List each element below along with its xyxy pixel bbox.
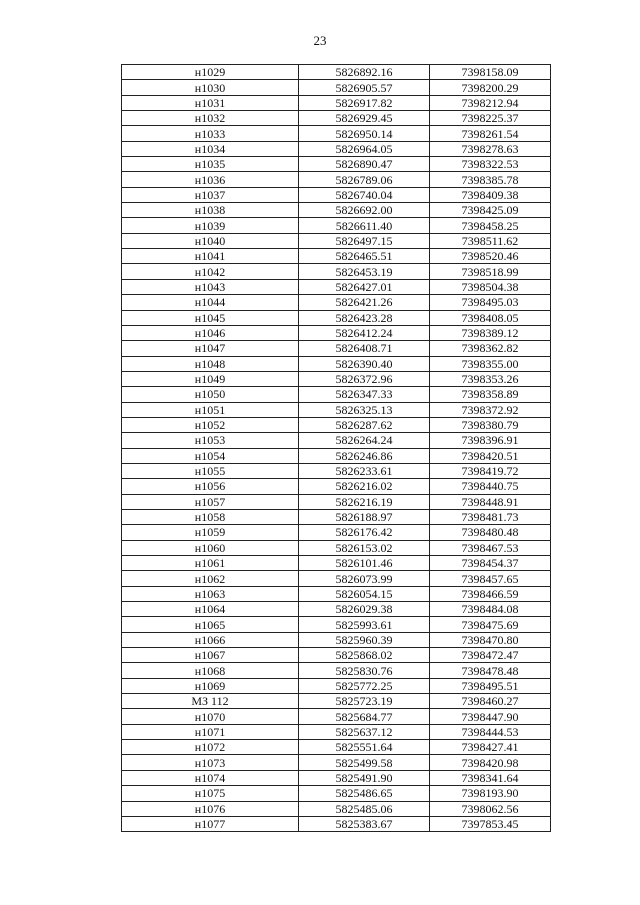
- point-id-cell: н1074: [122, 770, 299, 785]
- y-coordinate-cell: 7398466.59: [430, 586, 551, 601]
- table-row: [122, 678, 551, 693]
- point-id-cell: н1035: [122, 157, 299, 172]
- point-id-cell: н1040: [122, 233, 299, 248]
- table-row: [122, 556, 551, 571]
- y-coordinate-cell: 7398322.53: [430, 157, 551, 172]
- table-row: [122, 310, 551, 325]
- point-id-cell: н1066: [122, 632, 299, 647]
- x-coordinate-cell: 5826890.47: [299, 157, 430, 172]
- y-coordinate-cell: 7398341.64: [430, 770, 551, 785]
- point-id-cell: н1075: [122, 786, 299, 801]
- x-coordinate-cell: 5826372.96: [299, 371, 430, 386]
- x-coordinate-cell: 5825499.58: [299, 755, 430, 770]
- table-row: [122, 341, 551, 356]
- y-coordinate-cell: 7398420.98: [430, 755, 551, 770]
- y-coordinate-cell: 7398408.05: [430, 310, 551, 325]
- point-id-cell: н1048: [122, 356, 299, 371]
- table-row: [122, 95, 551, 110]
- x-coordinate-cell: 5825830.76: [299, 663, 430, 678]
- x-coordinate-cell: 5826423.28: [299, 310, 430, 325]
- y-coordinate-cell: 7398481.73: [430, 509, 551, 524]
- table-row: [122, 540, 551, 555]
- y-coordinate-cell: 7398495.03: [430, 295, 551, 310]
- x-coordinate-cell: 5826246.86: [299, 448, 430, 463]
- x-coordinate-cell: 5825993.61: [299, 617, 430, 632]
- table-row: [122, 417, 551, 432]
- y-coordinate-cell: 7398420.51: [430, 448, 551, 463]
- table-row: [122, 509, 551, 524]
- point-id-cell: н1029: [122, 65, 299, 80]
- x-coordinate-cell: 5826390.40: [299, 356, 430, 371]
- y-coordinate-cell: 7398458.25: [430, 218, 551, 233]
- x-coordinate-cell: 5825868.02: [299, 648, 430, 663]
- point-id-cell: н1059: [122, 525, 299, 540]
- x-coordinate-cell: 5825486.65: [299, 786, 430, 801]
- y-coordinate-cell: 7398484.08: [430, 602, 551, 617]
- table-row: [122, 172, 551, 187]
- y-coordinate-cell: 7398454.37: [430, 556, 551, 571]
- y-coordinate-cell: 7398440.75: [430, 479, 551, 494]
- point-id-cell: н1062: [122, 571, 299, 586]
- y-coordinate-cell: 7398353.26: [430, 371, 551, 386]
- table-row: [122, 740, 551, 755]
- table-row: [122, 463, 551, 478]
- point-id-cell: н1077: [122, 816, 299, 831]
- table-row: [122, 111, 551, 126]
- table-row: [122, 494, 551, 509]
- table-row: [122, 724, 551, 739]
- point-id-cell: н1044: [122, 295, 299, 310]
- x-coordinate-cell: 5826264.24: [299, 433, 430, 448]
- point-id-cell: н1047: [122, 341, 299, 356]
- point-id-cell: н1054: [122, 448, 299, 463]
- y-coordinate-cell: 7398380.79: [430, 417, 551, 432]
- page-number: 23: [313, 33, 327, 48]
- point-id-cell: н1052: [122, 417, 299, 432]
- y-coordinate-cell: 7398518.99: [430, 264, 551, 279]
- point-id-cell: н1038: [122, 203, 299, 218]
- x-coordinate-cell: 5825491.90: [299, 770, 430, 785]
- y-coordinate-cell: 7398447.90: [430, 709, 551, 724]
- x-coordinate-cell: 5826412.24: [299, 325, 430, 340]
- table-row: [122, 816, 551, 831]
- y-coordinate-cell: 7398495.51: [430, 678, 551, 693]
- y-coordinate-cell: 7398478.48: [430, 663, 551, 678]
- table-row: [122, 663, 551, 678]
- table-row: [122, 295, 551, 310]
- point-id-cell: н1064: [122, 602, 299, 617]
- x-coordinate-cell: 5826101.46: [299, 556, 430, 571]
- coordinates-table-body: [122, 65, 551, 832]
- table-row: [122, 770, 551, 785]
- y-coordinate-cell: 7397853.45: [430, 816, 551, 831]
- y-coordinate-cell: 7398504.38: [430, 279, 551, 294]
- point-id-cell: н1071: [122, 724, 299, 739]
- table-row: [122, 65, 551, 80]
- y-coordinate-cell: 7398460.27: [430, 694, 551, 709]
- x-coordinate-cell: 5825637.12: [299, 724, 430, 739]
- table-row: [122, 786, 551, 801]
- x-coordinate-cell: 5826347.33: [299, 387, 430, 402]
- x-coordinate-cell: 5826453.19: [299, 264, 430, 279]
- x-coordinate-cell: 5826216.02: [299, 479, 430, 494]
- x-coordinate-cell: 5826176.42: [299, 525, 430, 540]
- y-coordinate-cell: 7398480.48: [430, 525, 551, 540]
- table-row: [122, 157, 551, 172]
- table-row: [122, 279, 551, 294]
- table-row: [122, 632, 551, 647]
- table-row: [122, 402, 551, 417]
- y-coordinate-cell: 7398200.29: [430, 80, 551, 95]
- x-coordinate-cell: 5825960.39: [299, 632, 430, 647]
- point-id-cell: н1056: [122, 479, 299, 494]
- point-id-cell: н1032: [122, 111, 299, 126]
- table-row: [122, 433, 551, 448]
- table-row: [122, 694, 551, 709]
- table-row: [122, 709, 551, 724]
- x-coordinate-cell: 5826917.82: [299, 95, 430, 110]
- point-id-cell: н1042: [122, 264, 299, 279]
- table-row: [122, 264, 551, 279]
- point-id-cell: н1068: [122, 663, 299, 678]
- x-coordinate-cell: 5826216.19: [299, 494, 430, 509]
- coordinates-table: [121, 64, 551, 832]
- table-row: [122, 371, 551, 386]
- point-id-cell: н1031: [122, 95, 299, 110]
- point-id-cell: н1036: [122, 172, 299, 187]
- point-id-cell: н1041: [122, 249, 299, 264]
- table-row: [122, 233, 551, 248]
- table-row: [122, 479, 551, 494]
- point-id-cell: н1065: [122, 617, 299, 632]
- y-coordinate-cell: 7398193.90: [430, 786, 551, 801]
- y-coordinate-cell: 7398520.46: [430, 249, 551, 264]
- point-id-cell: н1069: [122, 678, 299, 693]
- y-coordinate-cell: 7398457.65: [430, 571, 551, 586]
- x-coordinate-cell: 5826188.97: [299, 509, 430, 524]
- point-id-cell: н1057: [122, 494, 299, 509]
- x-coordinate-cell: 5825723.19: [299, 694, 430, 709]
- y-coordinate-cell: 7398355.00: [430, 356, 551, 371]
- x-coordinate-cell: 5826073.99: [299, 571, 430, 586]
- table-row: [122, 203, 551, 218]
- point-id-cell: н1051: [122, 402, 299, 417]
- x-coordinate-cell: 5826740.04: [299, 187, 430, 202]
- table-row: [122, 586, 551, 601]
- y-coordinate-cell: 7398225.37: [430, 111, 551, 126]
- table-row: [122, 571, 551, 586]
- y-coordinate-cell: 7398409.38: [430, 187, 551, 202]
- y-coordinate-cell: 7398372.92: [430, 402, 551, 417]
- table-row: [122, 387, 551, 402]
- point-id-cell: н1067: [122, 648, 299, 663]
- x-coordinate-cell: 5826789.06: [299, 172, 430, 187]
- x-coordinate-cell: 5826905.57: [299, 80, 430, 95]
- point-id-cell: н1050: [122, 387, 299, 402]
- y-coordinate-cell: 7398362.82: [430, 341, 551, 356]
- x-coordinate-cell: 5825684.77: [299, 709, 430, 724]
- x-coordinate-cell: 5826029.38: [299, 602, 430, 617]
- y-coordinate-cell: 7398158.09: [430, 65, 551, 80]
- point-id-cell: н1058: [122, 509, 299, 524]
- x-coordinate-cell: 5826325.13: [299, 402, 430, 417]
- y-coordinate-cell: 7398396.91: [430, 433, 551, 448]
- table-row: [122, 617, 551, 632]
- point-id-cell: н1039: [122, 218, 299, 233]
- point-id-cell: н1060: [122, 540, 299, 555]
- x-coordinate-cell: 5826233.61: [299, 463, 430, 478]
- x-coordinate-cell: 5826929.45: [299, 111, 430, 126]
- y-coordinate-cell: 7398475.69: [430, 617, 551, 632]
- y-coordinate-cell: 7398278.63: [430, 141, 551, 156]
- x-coordinate-cell: 5826950.14: [299, 126, 430, 141]
- x-coordinate-cell: 5826287.62: [299, 417, 430, 432]
- x-coordinate-cell: 5826497.15: [299, 233, 430, 248]
- x-coordinate-cell: 5826153.02: [299, 540, 430, 555]
- table-row: [122, 187, 551, 202]
- point-id-cell: н1034: [122, 141, 299, 156]
- table-row: [122, 356, 551, 371]
- point-id-cell: н1053: [122, 433, 299, 448]
- y-coordinate-cell: 7398389.12: [430, 325, 551, 340]
- point-id-cell: н1045: [122, 310, 299, 325]
- y-coordinate-cell: 7398470.80: [430, 632, 551, 647]
- point-id-cell: н1063: [122, 586, 299, 601]
- x-coordinate-cell: 5826421.26: [299, 295, 430, 310]
- y-coordinate-cell: 7398425.09: [430, 203, 551, 218]
- point-id-cell: н1076: [122, 801, 299, 816]
- point-id-cell: н1073: [122, 755, 299, 770]
- point-id-cell: н1043: [122, 279, 299, 294]
- x-coordinate-cell: 5825485.06: [299, 801, 430, 816]
- y-coordinate-cell: 7398385.78: [430, 172, 551, 187]
- point-id-cell: н1061: [122, 556, 299, 571]
- y-coordinate-cell: 7398419.72: [430, 463, 551, 478]
- point-id-cell: МЗ 112: [122, 694, 299, 709]
- table-row: [122, 755, 551, 770]
- y-coordinate-cell: 7398511.62: [430, 233, 551, 248]
- y-coordinate-cell: 7398472.47: [430, 648, 551, 663]
- x-coordinate-cell: 5826611.40: [299, 218, 430, 233]
- x-coordinate-cell: 5826465.51: [299, 249, 430, 264]
- x-coordinate-cell: 5825772.25: [299, 678, 430, 693]
- x-coordinate-cell: 5826692.00: [299, 203, 430, 218]
- table-row: [122, 126, 551, 141]
- table-row: [122, 249, 551, 264]
- x-coordinate-cell: 5826054.15: [299, 586, 430, 601]
- y-coordinate-cell: 7398444.53: [430, 724, 551, 739]
- point-id-cell: н1037: [122, 187, 299, 202]
- table-row: [122, 325, 551, 340]
- point-id-cell: н1049: [122, 371, 299, 386]
- point-id-cell: н1046: [122, 325, 299, 340]
- table-row: [122, 648, 551, 663]
- x-coordinate-cell: 5826892.16: [299, 65, 430, 80]
- y-coordinate-cell: 7398358.89: [430, 387, 551, 402]
- point-id-cell: н1055: [122, 463, 299, 478]
- point-id-cell: н1033: [122, 126, 299, 141]
- table-row: [122, 602, 551, 617]
- y-coordinate-cell: 7398467.53: [430, 540, 551, 555]
- y-coordinate-cell: 7398448.91: [430, 494, 551, 509]
- x-coordinate-cell: 5825551.64: [299, 740, 430, 755]
- point-id-cell: н1070: [122, 709, 299, 724]
- table-row: [122, 801, 551, 816]
- y-coordinate-cell: 7398427.41: [430, 740, 551, 755]
- table-row: [122, 218, 551, 233]
- y-coordinate-cell: 7398062.56: [430, 801, 551, 816]
- x-coordinate-cell: 5826964.05: [299, 141, 430, 156]
- x-coordinate-cell: 5826427.01: [299, 279, 430, 294]
- y-coordinate-cell: 7398261.54: [430, 126, 551, 141]
- table-row: [122, 525, 551, 540]
- point-id-cell: н1030: [122, 80, 299, 95]
- table-row: [122, 80, 551, 95]
- table-row: [122, 448, 551, 463]
- x-coordinate-cell: 5826408.71: [299, 341, 430, 356]
- point-id-cell: н1072: [122, 740, 299, 755]
- x-coordinate-cell: 5825383.67: [299, 816, 430, 831]
- table-row: [122, 141, 551, 156]
- y-coordinate-cell: 7398212.94: [430, 95, 551, 110]
